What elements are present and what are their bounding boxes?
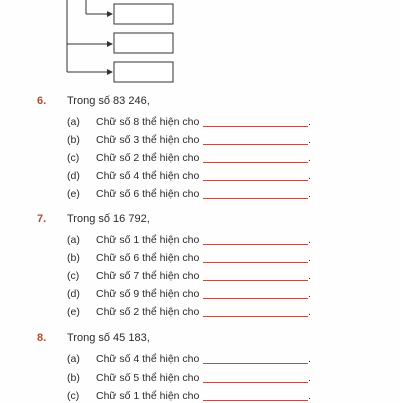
item-prompt: Chữ số 9 thể hiện cho <box>96 288 200 300</box>
diagram-connector-lines <box>67 0 112 72</box>
item-prompt: Chữ số 6 thể hiện cho <box>96 252 200 264</box>
answer-blank[interactable] <box>203 244 308 245</box>
item-letter: (a) <box>67 234 80 246</box>
item-prompt: Chữ số 8 thể hiện cho <box>96 116 200 128</box>
item-letter: (a) <box>67 353 80 365</box>
item-letter: (c) <box>67 270 80 282</box>
item-prompt: Chữ số 4 thể hiện cho <box>96 353 200 365</box>
question-number: 8. <box>37 332 47 344</box>
item-prompt: Chữ số 7 thể hiện cho <box>96 270 200 282</box>
item-prompt: Chữ số 5 thể hiện cho <box>96 372 200 384</box>
item-prompt: Chữ số 4 thể hiện cho <box>96 170 200 182</box>
question-title: Trong số 16 792, <box>67 213 150 225</box>
item-letter: (c) <box>67 152 80 164</box>
item-letter: (a) <box>67 116 80 128</box>
answer-blank[interactable] <box>203 363 308 364</box>
question-title: Trong số 45 183, <box>67 332 150 344</box>
question-number: 6. <box>37 95 47 107</box>
place-value-diagram <box>0 0 400 95</box>
answer-blank[interactable] <box>203 316 308 317</box>
item-prompt: Chữ số 2 thể hiện cho <box>96 152 200 164</box>
item-letter: (c) <box>67 390 80 402</box>
item-letter: (b) <box>67 372 80 384</box>
answer-blank[interactable] <box>203 382 308 383</box>
answer-blank[interactable] <box>203 400 308 401</box>
question-number: 7. <box>37 213 47 225</box>
item-prompt: Chữ số 3 thể hiện cho <box>96 134 200 146</box>
answer-blank[interactable] <box>203 198 308 199</box>
answer-blank[interactable] <box>203 280 308 281</box>
answer-blank[interactable] <box>203 298 308 299</box>
answer-blank[interactable] <box>203 162 308 163</box>
item-letter: (d) <box>67 288 80 300</box>
answer-blank[interactable] <box>203 180 308 181</box>
answer-blank[interactable] <box>203 262 308 263</box>
item-prompt: Chữ số 1 thể hiện cho <box>96 234 200 246</box>
answer-blank[interactable] <box>203 144 308 145</box>
item-letter: (e) <box>67 188 80 200</box>
item-letter: (b) <box>67 252 80 264</box>
question-title: Trong số 83 246, <box>67 95 150 107</box>
item-prompt: Chữ số 1 thể hiện cho <box>96 390 200 402</box>
item-letter: (b) <box>67 134 80 146</box>
answer-box <box>114 33 173 53</box>
item-prompt: Chữ số 6 thể hiện cho <box>96 188 200 200</box>
item-prompt: Chữ số 2 thể hiện cho <box>96 306 200 318</box>
item-letter: (d) <box>67 170 80 182</box>
answer-blank[interactable] <box>203 126 308 127</box>
answer-box <box>114 4 173 24</box>
item-letter: (e) <box>67 306 80 318</box>
answer-box <box>114 62 173 82</box>
